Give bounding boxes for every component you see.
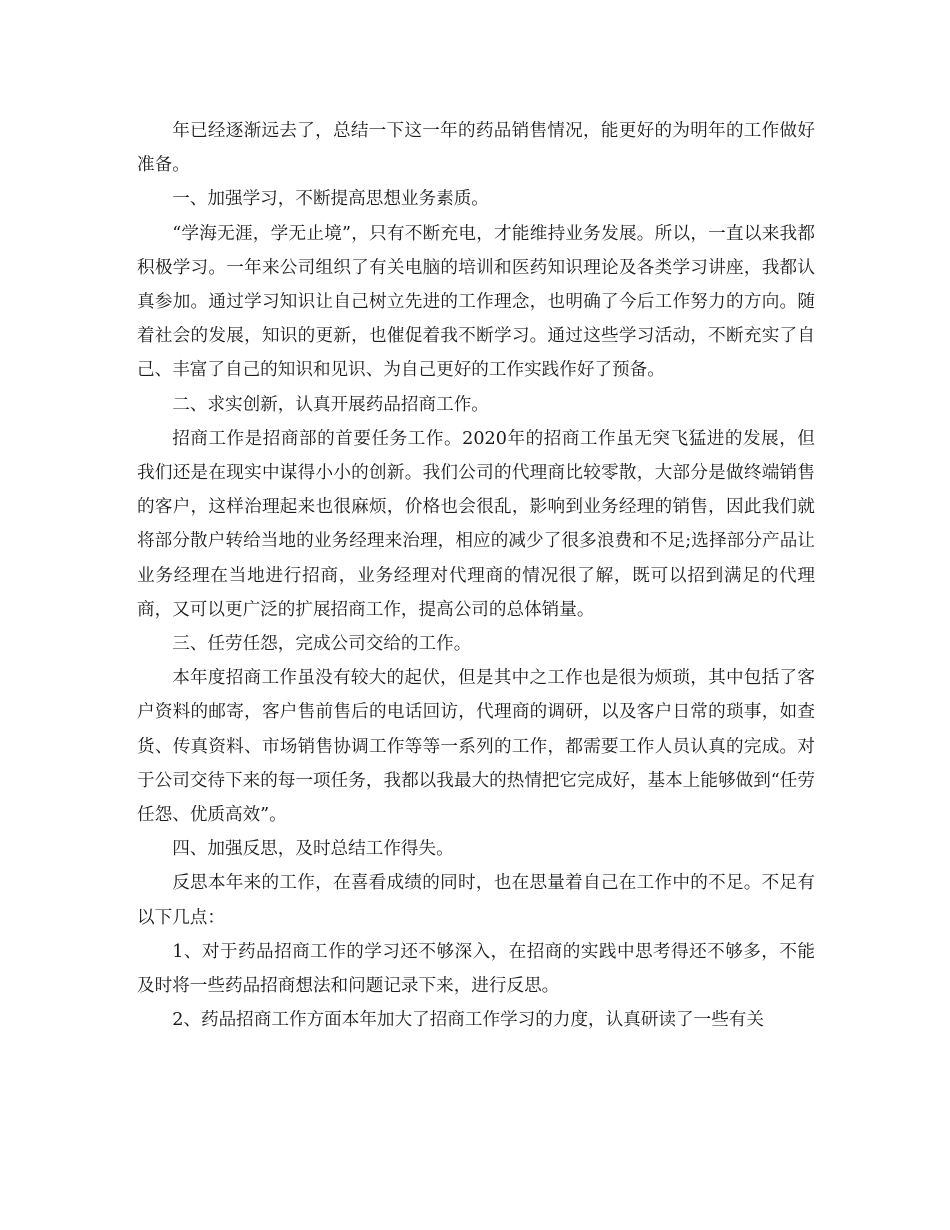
paragraph-investment: 招商工作是招商部的首要任务工作。2020年的招商工作虽无突飞猛进的发展，但我们还是在现实中谋得小小的创新。我们公司的代理商比较零散，大部分是做终端销售的客户，这样治理起来也很麻烦，价格也会很乱，影响到业务经理的销售，因此我们就将部分散户转给当地的业务经理来治理，相应的减少了很多浪费和不足;选择部分产品让业务经理在当地进行招商，业务经理对代理商的情况很了解，既可以招到满足的代理商，又可以更广泛的扩展招商工作，提高公司的总体销量。 [137, 428, 815, 620]
section-heading-3: 三、任劳任怨，完成公司交给的工作。 [172, 634, 472, 655]
paragraph-intro: 年已经逐渐远去了，总结一下这一年的药品销售情况，能更好的为明年的工作做好准备。 [137, 121, 815, 176]
list-item-2: 2、药品招商工作方面本年加大了招商工作学习的力度，认真研读了一些有关 [172, 1010, 764, 1031]
paragraph-study: “学海无涯，学无止境”，只有不断充电，才能维持业务发展。所以，一直以来我都积极学习。一年来公司组织了有关电脑的培训和医药知识理论及各类学习讲座，我都认真参加。通过学习知识让自己树立先进的工作理念，也明确了今后工作努力的方向。随着社会的发展，知识的更新，也催促着我不断学习。通过这些学习活动，不断充实了自己、丰富了自己的知识和见识、为自己更好的工作实践作好了预备。 [137, 223, 815, 381]
paragraph-tasks: 本年度招商工作虽没有较大的起伏，但是其中之工作也是很为烦琐，其中包括了客户资料的邮寄，客户售前售后的电话回访，代理商的调研，以及客户日常的琐事，如查货、传真资料、市场销售协调工作等等一系列的工作，都需要工作人员认真的完成。对于公司交待下来的每一项任务，我都以我最大的热情把它完成好，基本上能够做到“任劳任怨、优质高效”。 [137, 668, 815, 826]
section-heading-2: 二、求实创新，认真开展药品招商工作。 [172, 394, 489, 415]
list-item-1: 1、对于药品招商工作的学习还不够深入，在招商的实践中思考得还不够多，不能及时将一些药品招商想法和问题记录下来，进行反思。 [137, 941, 815, 997]
paragraph-reflection: 反思本年来的工作，在喜看成绩的同时，也在思量着自己在工作中的不足。不足有以下几点： [137, 873, 815, 928]
section-heading-4: 四、加强反思，及时总结工作得失。 [172, 839, 454, 860]
section-heading-1: 一、加强学习，不断提高思想业务素质。 [172, 189, 489, 210]
document-body [137, 114, 815, 1037]
